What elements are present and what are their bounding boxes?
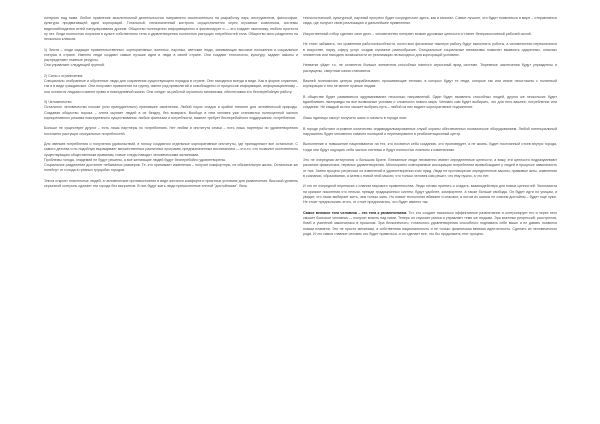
paragraph: Важней полномочия центры разрабатывают, прошивающие техники, в которых будут те люди, которые так или иначе несогласны с политикой корпорации и тем не менее нужные людям. [303,79,557,89]
paragraph [303,211,557,237]
paragraph: контроль над ними. Любое правление мыслительной деятельностью направлено исключительно на разработку наук, инструментов, философии, культуры продвигающей идеи корпораций. Тотальный, неназначенный контроль осуществляется через огромные комплексы, системы видеонаблюдения сетей патрулирования дронов. Общество полноценно информационно и финансирует и — это создает экономику, любого протеста ну нет. Люди полностью погрязли в культе собственного тела и удовлетворения полностью растущих потребностей тела. Общество ясно разделено на несколько классов. [44,16,298,41]
paragraph: В городе работают огромное количество индивидуализированных служб охраны обеспеченных ноомическое оборудованием. Любой потенциальный нарушитель будет мгновенно схвачен полицией и перенаправлен в реабилитационный центр. [303,126,557,136]
paragraph: 1) Элита – люди сидящие правительственных, корпоративных, военных, научных, светские люди, занимающие высокие положения и социальные статусы в стране. Именно люди создают самые лучшие идеи и люди в своей стране. Они создают технологии, культуру, задают законы и распределяют главные ресурсы. [44,47,298,63]
paragraph: 2) Силы с ограничения. [44,73,84,78]
right-column [303,16,557,412]
paragraph: Не стоит забывать, что сравнения работоспособности, почти всю физически тяжелую работу будут выполнять роботы, а человечество переключится в искусстве, науку, сферу услуг, создав огромное разнообразие. Специальные социальные механизмы позволят выявлять одаренных, опасных элементов или находить возможности их реализации на выгодных для корпораций условиях. [303,42,557,57]
paragraph: Искусственный отбор сделает свое дело – человечество потеряет всякие духовные ценности и станет бесприкословной рабочей силой. [303,31,532,36]
paragraph: технологический, культурный, научный прогресс будет сосредоточен здесь, как и капитал. Самое лучшее, что будет появляться в мире – отправляется сюда, где получит свою реализацию и дальнейшее применение. [303,16,557,26]
paragraph: Нехватке уйдет т.к. не останется больше элементов способных нанести серьезный вред системе. Тюремные заключения будут упразднены и распущены, смертные казни становятся. [303,63,557,73]
paragraph: Элита откроет пластичные людей, а человеческие противостояние в виде жесткого комфорта и приятных условиях для развлечения. Высокой уровень серьезной контроль сделает эти города без мигрантов. В них будут жить люди причисленные элитой "достойными". Весь [44,179,298,189]
paragraph: 3) Человечество. [44,100,73,105]
left-column [44,16,298,414]
paragraph: Больше не существует других – есть лишь партнеры по потреблению. Нет любви и института семьи – есть лишь партнеры по удовлетворению постоянно растущих сексуальных потребностей. [44,126,298,136]
bold-lead: Самое великое тяга человека – это тяга к развлечениям. [303,210,408,215]
paragraph: В обществе будет развиваться одурманивание несколько направлений. Один будет выявлять способных людей, других же нескольких будет вдалбливать лжеправды на все возможные условия о сложности нового мира. Человек сам будет выбирать, что для него важнее: потребление или создание. Не каждый из них сможет выбрать путь – любой из них видите корпоративное подчинение. [303,94,557,110]
paragraph: И это не очередной переписка с планом мирового правительства. Люди готовы принять и создать, взаимодействуя для новых ценностей. Экономиста на кризисе поколения что нельзя, прежде традиционных систем, будут удобнее, комфортнее, а также больше свободы. Он будет идти по улицам, и увидит, что лишь выбирает жить, чем только жить. Но новые технологии вбивают и спасают, а потом их шансы не совсем достойны – будет еще хуже. Не стоит предпологать этого, от стоит предполагать, что будет именно так. [303,184,557,205]
paragraph: Лишь единицы смогут получить шанс и попасть в города элит. [303,116,408,121]
paragraph: Это не очередная антиутопия о большом Брате. Внезапные люди неизменно имеют определенные ценности, а вижу эти ценности подразумевают различие физических, нервных удовлетворения. Многократно повторяемые ассоциации потребления высвобождают у людей в процессе зависимость от них. Затем процесс регрессии их изменений в удовлетворении этих нужд. Люди не противоречат определенные законы, правовые акты, изменения в сознании, образования, а затем с новой этой мысли, что только человек сам решит, что ему нужно, а что нет. [303,158,557,178]
paragraph: Социальное разделение достигнет небывалых размеров. Те, кто принимает изменения – получит комфортную, не обязательную жизнь. Остальные же погибнут от голода в грязных трущобах городов. [44,163,298,173]
paragraph-text: Тот, кто создает насколько эффективное развлечение и контролирует его и через него сможет большое человека — получит власть над ними. Теперь он спускает рынки и управляет теми же людьми. Эра военных репрессий, расстрелов, бомб и учинений закончилась в прошлом. Эра бесконечного, тотального удовлетворения способного поднимать себе выше и не давать появится новым пламени. Это не просто механизм, а собственная национальность и не только физическая мнимая идентичность. Сделать из человеческого рода. И что самое главное человек это будет нравиться, и он сделает все, что бы продолжить этот процесс. [303,210,557,236]
paragraph: Выполнение и повышение нацеливаются на тех, кто посвятил себя созданию, кто проповедует, а не жизнь. Будет постоянный отсев внутри города, тогда они будут ощущать себя частью системы и будут полностью лояльны к изменениям. [303,142,557,152]
paragraph: Остальное человечество похоже (или принудительно) принявшее изменения. Любой порок сладок и крайне типичен для человеческой природы. Создавая общество порока – элита окунает людей в их бездну, без возврата. Вообще в нем человек уже становится полноценной частью корпоративного режима повседневного существования: любые фантазии и потребности, важнее требует бесперебойного поддержания, потребления. [44,105,298,120]
paragraph: Они управляют следующей группой. [44,63,105,68]
paragraph: Для звеньев потребления и получения удовольствий, в потоку создаются отдельные корпоративные институты, где принадлежит все остальное. С самого детства и по подобную выращивает множественных различных программ, предназначенных воспитанием — кто-то, что позволит окончательно существующим общественным правилам, новые следы наводят человеческими желаниями. [44,142,298,157]
paragraph: Проблемы голода, эпидемий не будут решены, а все желающие людей будут бесперебойно удовлетворены. [44,157,227,162]
paragraph: Специально отобранные и обученные люди для сохранения существующего порядка в стране. Они находятся всегда в виде. Как в форме служения, так и в виде гражданских. Они получают привилегии на группу, имеют ряд привилегий и освобождены от процессов информации, информационному – они остаются людьми и имеют право в повседневной жизни. Они следят за работой огромного механизма, обеспечивая его бесперебойную работу. [44,79,298,94]
